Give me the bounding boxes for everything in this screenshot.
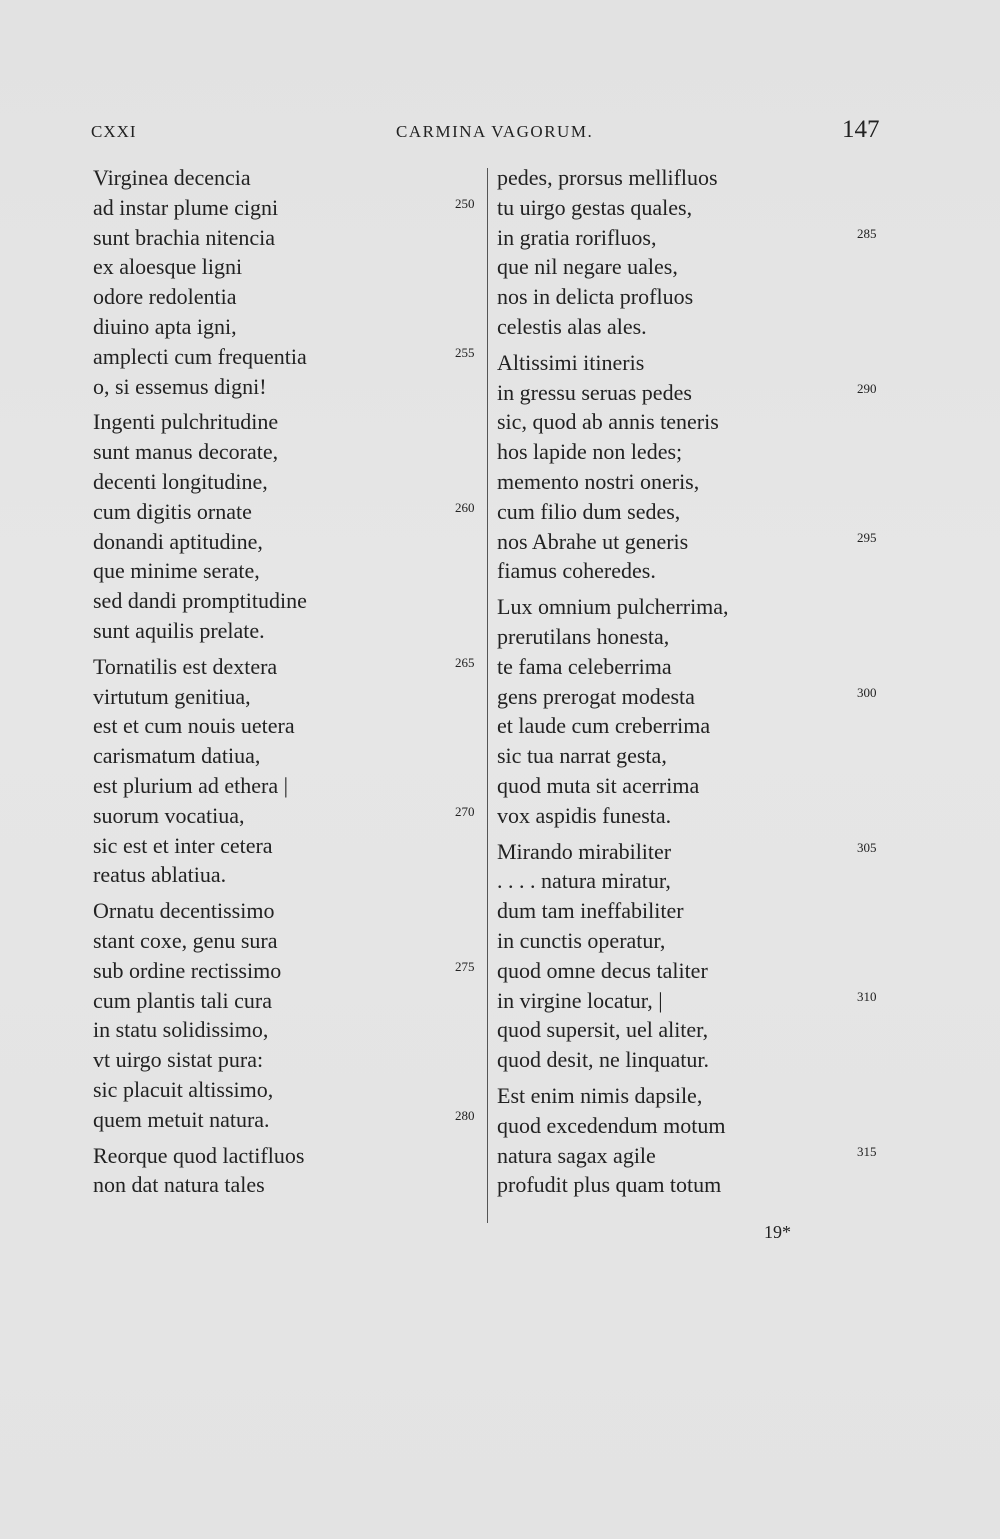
verse-text: sunt aquilis prelate. — [93, 617, 265, 643]
verse-line — [93, 1141, 488, 1171]
verse-text: sic, quod ab annis teneris — [497, 409, 719, 435]
line-number: 260 — [455, 499, 475, 515]
verse-text: in virgine locatur, | — [497, 987, 663, 1013]
verse-text: Altissimi itineris — [497, 349, 645, 375]
verse-text: prerutilans honesta, — [497, 623, 670, 649]
verse-text: cum plantis tali cura — [93, 987, 272, 1013]
verse-line — [93, 1105, 488, 1135]
verse-text: in cunctis operatur, — [497, 927, 666, 953]
line-number: 250 — [455, 195, 475, 211]
verse-line — [93, 437, 488, 467]
verse-text: vox aspidis funesta. — [497, 802, 672, 828]
verse-line — [93, 1015, 488, 1045]
line-number: 270 — [455, 803, 475, 819]
verse-text: ad instar plume cigni — [93, 194, 279, 220]
verse-text: Virginea decencia — [93, 165, 251, 190]
verse-text: amplecti cum frequentia — [93, 343, 307, 369]
verse-text: quod excedendum motum — [497, 1112, 726, 1138]
verse-line — [497, 771, 897, 801]
verse-line — [497, 741, 897, 771]
verse-line — [497, 837, 897, 867]
stanza — [497, 1081, 897, 1200]
verse-text: quod desit, ne linquatur. — [497, 1047, 710, 1073]
verse-line — [497, 652, 897, 682]
stanza — [497, 348, 897, 586]
verse-text: Reorque quod lactifluos — [93, 1142, 305, 1168]
line-number: 310 — [857, 988, 877, 1004]
verse-text: Ornatu decentissimo — [93, 898, 275, 924]
running-title: CARMINA VAGORUM. — [396, 122, 594, 141]
verse-text: in statu solidissimo, — [93, 1017, 269, 1043]
verse-line — [497, 711, 897, 741]
verse-text: sic est et inter cetera — [93, 832, 273, 858]
verse-text: cum digitis ornate — [93, 498, 252, 524]
verse-line — [497, 682, 897, 712]
line-number: 315 — [857, 1143, 877, 1159]
verse-text: que nil negare uales, — [497, 254, 678, 280]
verse-text: virtutum genitiua, — [93, 683, 251, 709]
verse-text: in gratia rorifluos, — [497, 224, 657, 250]
verse-text: reatus ablatiua. — [93, 862, 227, 888]
verse-line — [497, 378, 897, 408]
verse-text: memento nostri oneris, — [497, 468, 700, 494]
verse-line — [93, 1170, 488, 1200]
verse-text: suorum vocatiua, — [93, 802, 245, 828]
verse-line — [497, 1170, 897, 1200]
verse-text: est et cum nouis uetera — [93, 713, 295, 739]
verse-text: sed dandi promptitudine — [93, 588, 307, 614]
line-number: 255 — [455, 344, 475, 360]
verse-line — [497, 282, 897, 312]
verse-line — [497, 348, 897, 378]
verse-line — [93, 342, 488, 372]
verse-text: sic tua narrat gesta, — [497, 743, 667, 769]
verse-line — [93, 497, 488, 527]
verse-line — [93, 741, 488, 771]
verse-text: profudit plus quam totum — [497, 1172, 722, 1198]
verse-line — [93, 556, 488, 586]
verse-text: quod muta sit acerrima — [497, 772, 700, 798]
verse-text: gens prerogat modesta — [497, 683, 695, 709]
verse-text: stant coxe, genu sura — [93, 927, 278, 953]
stanza — [497, 163, 897, 342]
verse-line — [93, 252, 488, 282]
verse-text: fiamus coheredes. — [497, 558, 656, 584]
verse-text: Mirando mirabiliter — [497, 838, 672, 864]
line-number: 280 — [455, 1107, 475, 1123]
verse-text: est plurium ad ethera | — [93, 772, 289, 798]
verse-text: carismatum datiua, — [93, 743, 261, 769]
stanza — [93, 1141, 488, 1201]
line-number: 285 — [857, 225, 877, 241]
verse-text: diuino apta igni, — [93, 313, 237, 339]
verse-text: vt uirgo sistat pura: — [93, 1047, 264, 1073]
verse-line — [93, 711, 488, 741]
line-number: 305 — [857, 839, 877, 855]
verse-line — [93, 282, 488, 312]
verse-line — [497, 622, 897, 652]
verse-line — [93, 372, 488, 402]
verse-text: sunt manus decorate, — [93, 439, 279, 465]
stanza — [93, 163, 488, 401]
line-number: 275 — [455, 958, 475, 974]
line-number: 265 — [455, 654, 475, 670]
verse-line — [93, 527, 488, 557]
verse-text: nos in delicta profluos — [497, 284, 694, 310]
verse-text: . . . . natura miratur, — [497, 868, 671, 894]
verse-line — [497, 866, 897, 896]
verse-line — [497, 497, 897, 527]
verse-text: non dat natura tales — [93, 1172, 265, 1198]
verse-text: Tornatilis est dextera — [93, 653, 278, 679]
verse-line — [497, 1045, 897, 1075]
verse-line — [497, 407, 897, 437]
verse-text: te fama celeberrima — [497, 653, 672, 679]
verse-line — [497, 467, 897, 497]
verse-line — [93, 682, 488, 712]
right-column — [497, 163, 897, 1200]
verse-line — [93, 831, 488, 861]
verse-line — [93, 1045, 488, 1075]
verse-line — [93, 467, 488, 497]
verse-line — [497, 592, 897, 622]
verse-text: tu uirgo gestas quales, — [497, 194, 693, 220]
verse-line — [497, 312, 897, 342]
verse-line — [497, 1141, 897, 1171]
verse-line — [497, 1081, 897, 1111]
verse-line — [93, 407, 488, 437]
stanza — [93, 652, 488, 890]
verse-text: sub ordine rectissimo — [93, 957, 282, 983]
verse-text: donandi aptitudine, — [93, 528, 263, 554]
verse-text: o, si essemus digni! — [93, 373, 267, 399]
verse-text: que minime serate, — [93, 558, 260, 584]
column-divider — [487, 168, 488, 1223]
verse-line — [497, 1015, 897, 1045]
verse-text: cum filio dum sedes, — [497, 498, 681, 524]
verse-line — [93, 926, 488, 956]
verse-text: dum tam ineffabiliter — [497, 898, 684, 924]
stanza — [93, 407, 488, 645]
verse-line — [93, 223, 488, 253]
left-column — [93, 163, 488, 1200]
verse-line — [497, 437, 897, 467]
verse-text: odore redolentia — [93, 284, 237, 310]
verse-line — [497, 252, 897, 282]
verse-text: ex aloesque ligni — [93, 254, 243, 280]
verse-line — [497, 986, 897, 1016]
signature-mark: 19* — [764, 1222, 791, 1242]
verse-line — [497, 527, 897, 557]
verse-line — [93, 986, 488, 1016]
verse-line — [497, 896, 897, 926]
verse-line — [497, 956, 897, 986]
verse-line — [93, 860, 488, 890]
verse-line — [93, 616, 488, 646]
verse-line — [93, 586, 488, 616]
verse-line — [93, 896, 488, 926]
verse-text: celestis alas ales. — [497, 313, 647, 339]
verse-text: quem metuit natura. — [93, 1106, 270, 1132]
verse-text: nos Abrahe ut generis — [497, 528, 689, 554]
verse-text: Est enim nimis dapsile, — [497, 1082, 703, 1108]
running-header — [0, 118, 1000, 148]
verse-line — [93, 801, 488, 831]
verse-line — [93, 956, 488, 986]
stanza — [497, 592, 897, 830]
verse-text: sic placuit altissimo, — [93, 1076, 274, 1102]
page-number: 147 — [842, 116, 880, 143]
verse-text: quod supersit, uel aliter, — [497, 1017, 709, 1043]
verse-text: hos lapide non ledes; — [497, 439, 683, 465]
verse-text: decenti longitudine, — [93, 468, 268, 494]
stanza — [93, 896, 488, 1134]
line-number: 300 — [857, 684, 877, 700]
verse-text: sunt brachia nitencia — [93, 224, 276, 250]
verse-text: Lux omnium pulcherrima, — [497, 594, 729, 620]
verse-line — [497, 193, 897, 223]
verse-line — [497, 556, 897, 586]
verse-text: et laude cum creberrima — [497, 713, 711, 739]
verse-line — [497, 801, 897, 831]
verse-line — [93, 312, 488, 342]
verse-text: pedes, prorsus mellifluos — [497, 165, 718, 190]
verse-line — [93, 771, 488, 801]
verse-line — [93, 193, 488, 223]
verse-line — [93, 652, 488, 682]
verse-text: Ingenti pulchritudine — [93, 409, 279, 435]
line-number: 295 — [857, 529, 877, 545]
verse-line — [93, 1075, 488, 1105]
verse-line — [497, 926, 897, 956]
verse-line — [497, 223, 897, 253]
verse-text: natura sagax agile — [497, 1142, 656, 1168]
verse-line — [497, 163, 897, 193]
line-number: 290 — [857, 380, 877, 396]
verse-line — [497, 1111, 897, 1141]
verse-text: quod omne decus taliter — [497, 957, 708, 983]
stanza — [497, 837, 897, 1075]
poem-number: CXXI — [91, 122, 137, 141]
verse-line — [93, 163, 488, 193]
verse-text: in gressu seruas pedes — [497, 379, 692, 405]
